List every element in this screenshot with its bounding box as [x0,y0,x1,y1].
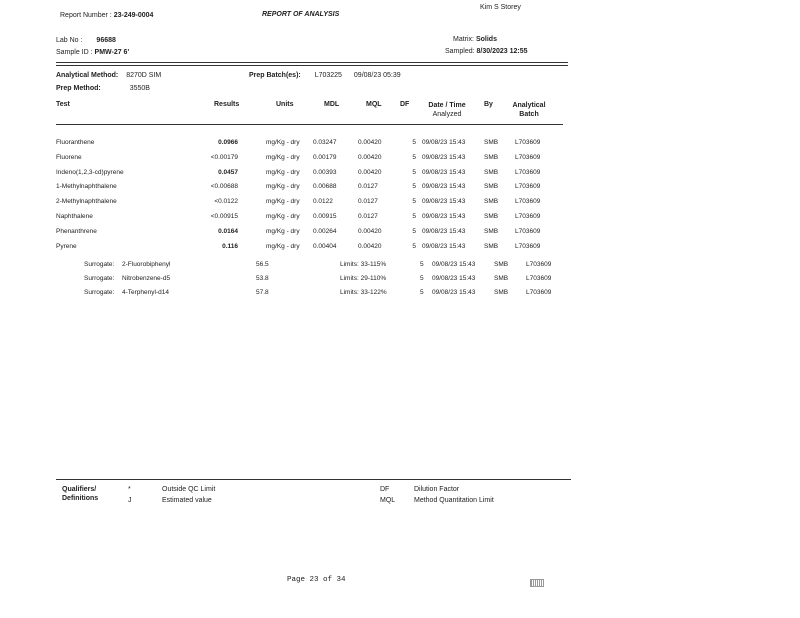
cell-datetime: 09/08/23 15:43 [422,198,466,206]
prep-method-value: 3550B [129,85,150,92]
cell-by: SMB [484,198,499,206]
cell-result: <0.00688 [210,183,238,191]
sampled-value: 8/30/2023 12:55 [476,48,528,55]
col-test: Test [56,101,70,108]
cell-by: SMB [484,213,499,220]
col-df: DF [400,101,410,108]
surrogate-df: 5 [420,288,424,296]
col-units: Units [276,101,294,108]
cell-units: mg/Kg - dry [266,227,300,235]
col-mdl: MDL [324,101,340,108]
cell-mdl: 0.00179 [313,153,337,161]
report-number [60,12,153,19]
cell-datetime: 09/08/23 15:43 [422,213,466,220]
prep-batch-label: Prep Batch(es): [249,72,301,79]
column-header-divider [56,124,563,125]
col-datetime-line2: Analyzed [432,111,462,118]
col-datetime [420,101,474,119]
cell-units: mg/Kg - dry [266,139,300,146]
surrogate-by: SMB [494,288,509,296]
qualifier-code-1: * [128,486,131,493]
cell-result: 0.116 [222,242,238,250]
cell-by: SMB [484,153,499,161]
cell-mql: 0.00420 [358,242,382,250]
prep-batch-date: 09/08/23 05:39 [353,72,401,79]
analytical-method [56,72,161,79]
cell-units: mg/Kg - dry [266,153,300,161]
cell-df: 5 [412,198,416,206]
qualifier-def-1: Outside QC Limit [162,486,216,493]
prep-batch-value: L703225 [314,72,342,79]
abbrev-def-1: Dilution Factor [414,486,460,493]
cell-datetime: 09/08/23 15:43 [422,153,466,161]
surrogate-limits: Limits: 29-110% [340,274,387,282]
cell-units: mg/Kg - dry [266,183,300,191]
surrogate-by: SMB [494,261,509,268]
cell-units: mg/Kg - dry [266,242,300,250]
surrogate-limits: Limits: 33-122% [340,288,387,296]
col-batch-line1: Analytical [512,102,546,109]
cell-df: 5 [412,227,416,235]
surrogate-value: 57.8 [256,288,269,296]
prep-batch [249,72,401,79]
qualifiers-title [62,485,98,503]
cell-mql: 0.00420 [358,168,382,176]
surrogate-name: 2-Fluorobiphenyl [122,261,171,268]
cell-units: mg/Kg - dry [266,198,300,206]
surrogate-datetime: 09/08/23 15:43 [432,274,476,282]
sampled-label: Sampled: [445,48,475,55]
cell-mql: 0.00420 [358,227,382,235]
cell-batch: L703609 [515,213,541,220]
cell-mql: 0.0127 [358,183,378,191]
sample-id-label: Sample ID : [56,49,93,56]
report-number-value: 23-249-0004 [113,12,154,19]
surrogate-datetime: 09/08/23 15:43 [432,261,476,268]
analytical-method-value: 8270D SIM [126,72,162,79]
cell-units: mg/Kg - dry [266,168,300,176]
surrogate-label: Surrogate: [84,274,115,282]
surrogate-df: 5 [420,261,424,268]
surrogate-datetime: 09/08/23 15:43 [432,288,476,296]
cell-batch: L703609 [515,242,541,250]
abbrev-code-1: DF [380,486,390,493]
cell-mdl: 0.00404 [313,242,337,250]
document-stamp-icon [530,579,544,587]
sample-id-value: PMW-27 6' [94,49,130,56]
cell-result: <0.0122 [214,198,238,206]
cell-mdl: 0.00393 [313,168,337,176]
cell-result: 0.0164 [218,227,238,235]
cell-batch: L703609 [515,139,541,146]
surrogate-value: 56.5 [256,261,269,268]
surrogate-batch: L703609 [526,261,552,268]
cell-test: Naphthalene [56,213,93,220]
surrogate-df: 5 [420,274,424,282]
cell-by: SMB [484,168,499,176]
cell-df: 5 [412,168,416,176]
header-divider-bottom [56,65,568,66]
cell-df: 5 [412,242,416,250]
analytical-method-label: Analytical Method: [56,72,119,79]
cell-result: <0.00915 [210,213,238,220]
cell-datetime: 09/08/23 15:43 [422,139,466,146]
cell-mdl: 0.03247 [313,139,337,146]
surrogate-limits: Limits: 33-115% [340,261,387,268]
cell-batch: L703609 [515,153,541,161]
surrogate-batch: L703609 [526,288,552,296]
cell-test: Pyrene [56,242,77,250]
lab-no-value: 96688 [96,37,116,44]
cell-mql: 0.00420 [358,153,382,161]
surrogate-name: 4-Terphenyl-d14 [122,288,169,296]
qualifier-code-2: J [128,497,132,504]
cell-result: 0.0457 [218,168,238,176]
surrogate-batch: L703609 [526,274,552,282]
cell-test: Fluorene [56,153,82,161]
cell-by: SMB [484,139,499,146]
lab-no-label: Lab No : [56,37,83,44]
cell-df: 5 [412,153,416,161]
cell-datetime: 09/08/23 15:43 [422,168,466,176]
matrix-label: Matrix: [453,36,474,43]
cell-test: Phenanthrene [56,227,97,235]
abbrev-code-2: MQL [380,497,396,504]
prep-method-label: Prep Method: [56,85,101,92]
cell-mql: 0.0127 [358,213,378,220]
cell-result: <0.00179 [210,153,238,161]
cell-datetime: 09/08/23 15:43 [422,183,466,191]
cell-test: Fluoranthene [56,139,95,146]
col-batch [506,101,552,119]
report-number-label: Report Number : [60,12,112,19]
cell-mql: 0.00420 [358,139,382,146]
prep-method [56,85,150,92]
col-datetime-line1: Date / Time [428,102,466,109]
qualifiers-title-line2: Definitions [62,495,99,502]
cell-batch: L703609 [515,227,541,235]
page-number: Page 23 of 34 [287,576,346,584]
sample-id [56,49,129,56]
cell-mdl: 0.00688 [313,183,337,191]
surrogate-value: 53.8 [256,274,269,282]
qualifier-def-2: Estimated value [162,497,212,504]
cell-test: Indeno(1,2,3-cd)pyrene [56,168,124,176]
cell-by: SMB [484,242,499,250]
sampled [445,48,528,55]
cell-df: 5 [412,213,416,220]
cell-batch: L703609 [515,183,541,191]
matrix [453,36,497,43]
matrix-value: Solids [475,36,497,43]
cell-test: 1-Methylnaphthalene [56,183,117,191]
surrogate-label: Surrogate: [84,288,115,296]
col-by: By [484,101,493,108]
cell-df: 5 [412,139,416,146]
col-batch-line2: Batch [519,111,539,118]
cell-datetime: 09/08/23 15:43 [422,227,466,235]
cell-test: 2-Methylnaphthalene [56,198,117,206]
abbrev-def-2: Method Quantitation Limit [414,497,494,504]
cell-mql: 0.0127 [358,198,378,206]
report-title: REPORT OF ANALYSIS [262,11,340,18]
col-results: Results [214,101,240,108]
cell-df: 5 [412,183,416,191]
col-mql: MQL [366,101,382,108]
cell-by: SMB [484,183,499,191]
surrogate-label: Surrogate: [84,261,115,268]
cell-batch: L703609 [515,198,541,206]
cell-datetime: 09/08/23 15:43 [422,242,466,250]
cell-mdl: 0.00915 [313,213,337,220]
header-divider-top [56,62,568,63]
qualifiers-title-line1: Qualifiers/ [62,486,97,493]
cell-by: SMB [484,227,499,235]
lab-no [56,37,116,44]
surrogate-name: Nitrobenzene-d5 [122,274,171,282]
cell-batch: L703609 [515,168,541,176]
cell-result: 0.0966 [218,139,238,146]
client-name: Kim S Storey [480,4,521,11]
qualifiers-divider [56,479,571,480]
cell-mdl: 0.0122 [313,198,333,206]
cell-mdl: 0.00264 [313,227,337,235]
surrogate-by: SMB [494,274,509,282]
cell-units: mg/Kg - dry [266,213,300,220]
